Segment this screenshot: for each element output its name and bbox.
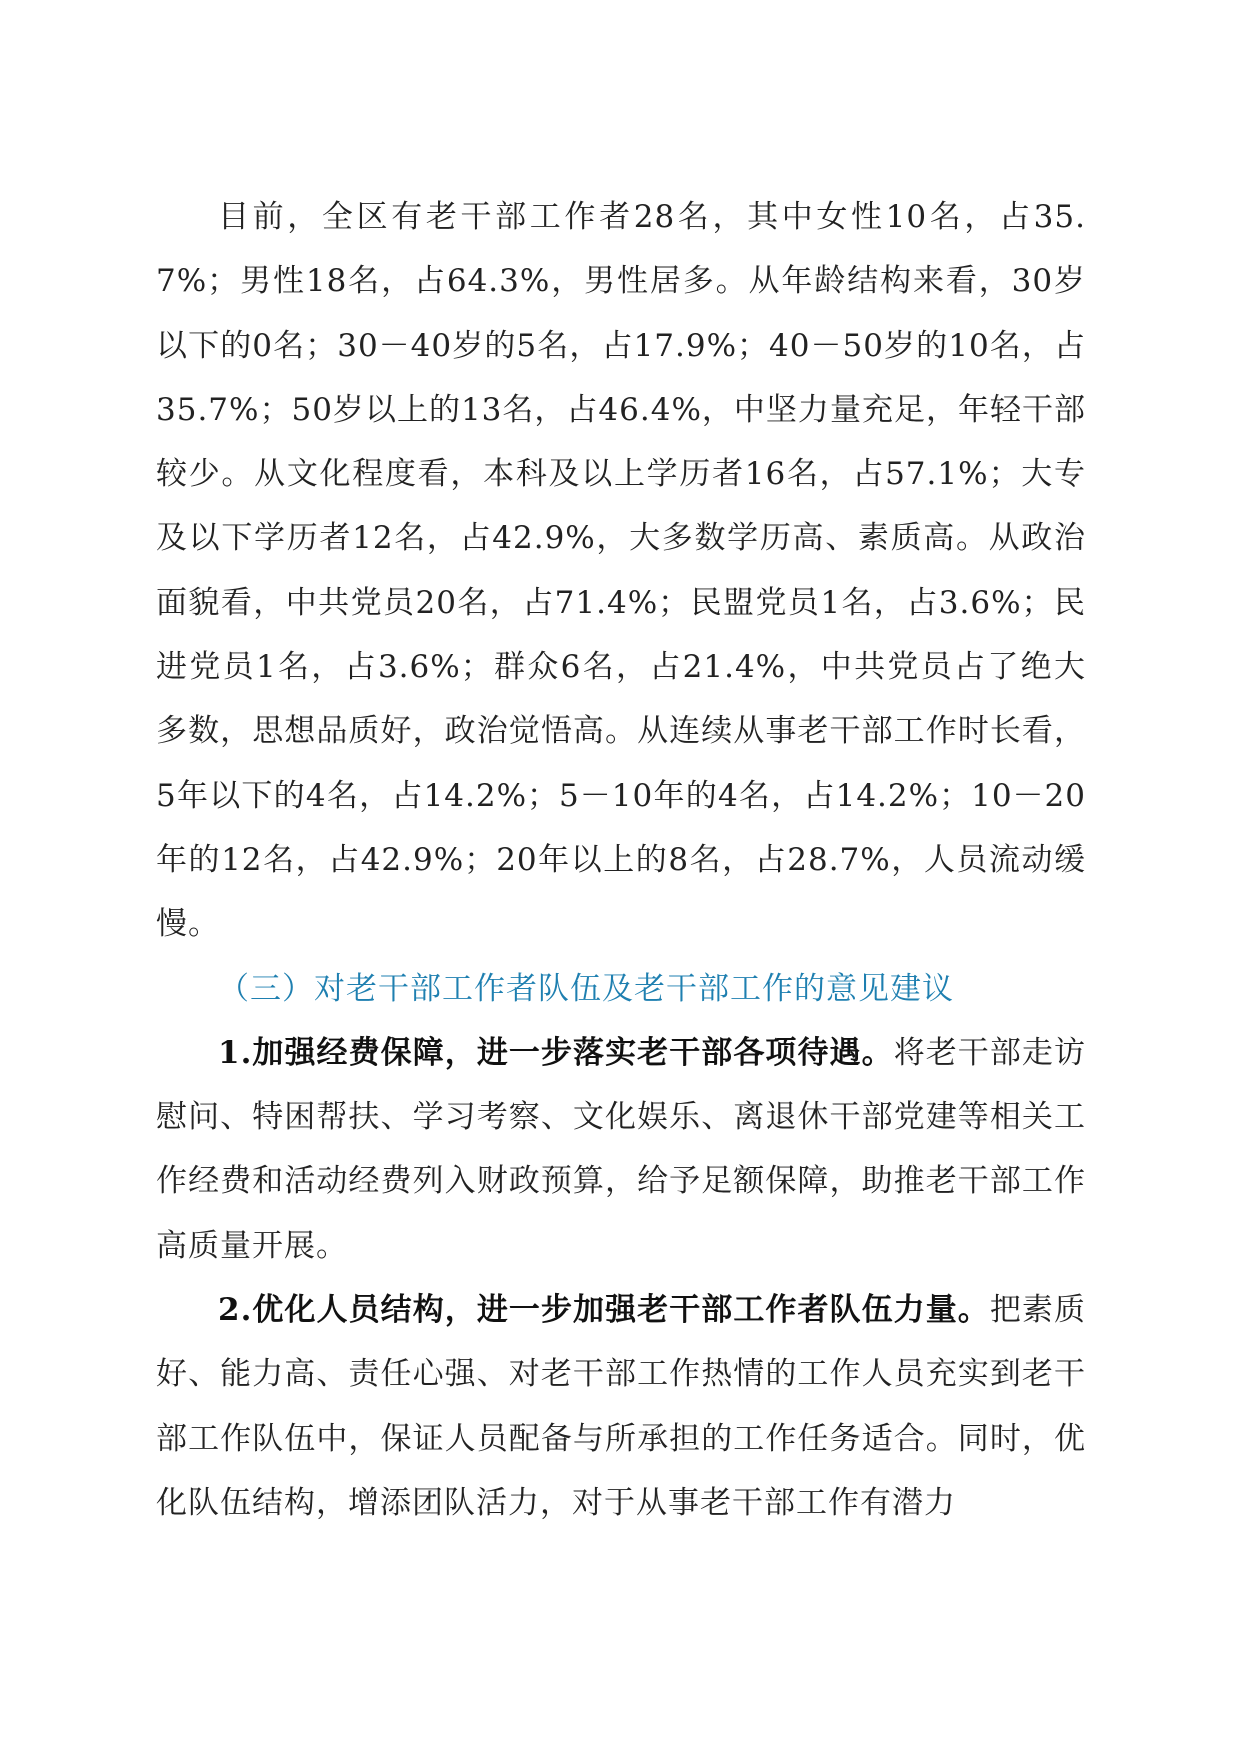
item-2-title: 2.优化人员结构，进一步加强老干部工作者队伍力量。: [218, 1292, 990, 1329]
item-2-body: 把素质好、能力高、责任心强、对老干部工作热情的工作人员充实到老干部工作队伍中，保证人员配备与所承担的工作任务适合。同时，优化队伍结构，增添团队活力，对于从事老干部工作有潜力: [156, 1292, 1086, 1521]
document-body: [156, 185, 1086, 1535]
paragraph-staff-statistics: 目前，全区有老干部工作者28名，其中女性10名，占35.7%；男性18名，占64.3%，男性居多。从年龄结构来看，30岁以下的0名；30－40岁的5名，占17.9%；40－50岁的10名，占35.7%；50岁以上的13名，占46.4%，中坚力量充足，年轻干部较少。从文化程度看，本科及以上学历者16名，占57.1%；大专及以下学历者12名，占42.9%，大多数学历高、素质高。从政治面貌看，中共党员20名，占71.4%；民盟党员1名，占3.6%；民进党员1名，占3.6%；群众6名，占21.4%，中共党员占了绝大多数，思想品质好，政治觉悟高。从连续从事老干部工作时长看，5年以下的4名，占14.2%；5－10年的4名，占14.2%；10－20年的12名，占42.9%；20年以上的8名，占28.7%，人员流动缓慢。: [156, 199, 1086, 943]
section-heading: （三）对老干部工作者队伍及老干部工作的意见建议: [218, 970, 954, 1007]
paragraph-item-1: [156, 1021, 1086, 1278]
paragraph-item-2: [156, 1278, 1086, 1535]
item-1-title: 1.加强经费保障，进一步落实老干部各项待遇。: [218, 1034, 894, 1071]
item-1-body: 将老干部走访慰问、特困帮扶、学习考察、文化娱乐、离退休干部党建等相关工作经费和活动经费列入财政预算，给予足额保障，助推老干部工作高质量开展。: [156, 1034, 1086, 1264]
